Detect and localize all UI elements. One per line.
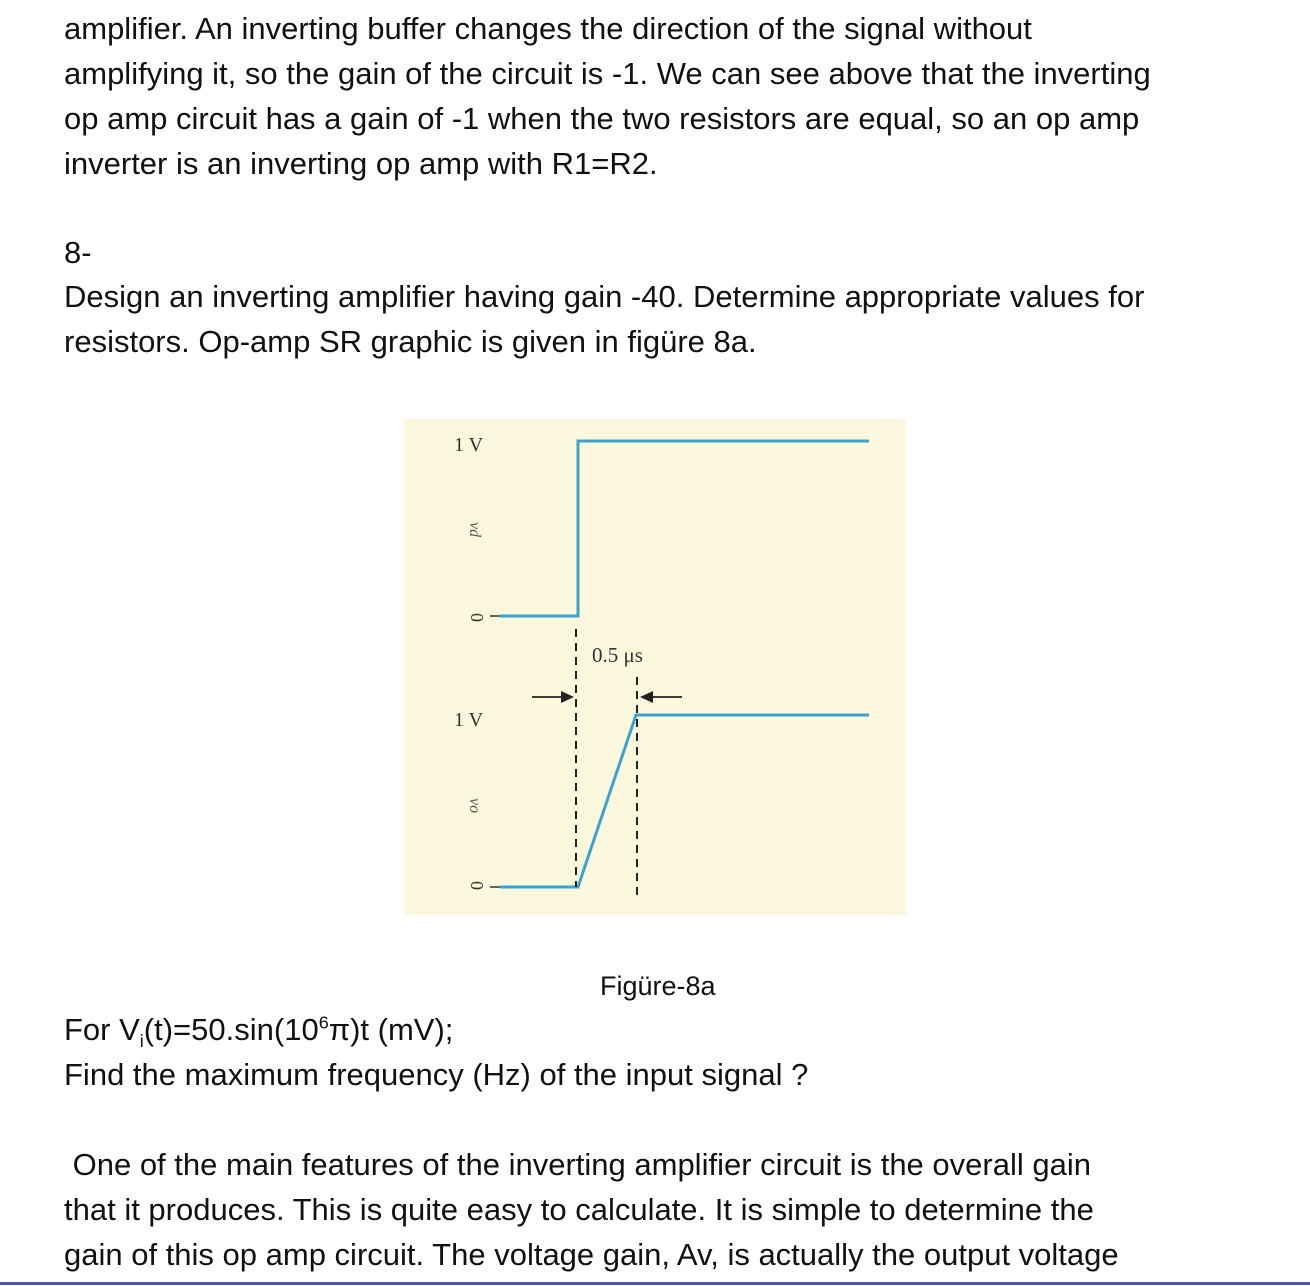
output-zero-label: 0 <box>467 881 487 890</box>
outro-line: One of the main features of the inverting amplifier circuit is the overall gain <box>64 1147 1091 1182</box>
input-level-label: 1 V <box>454 434 484 456</box>
output-ramp-trace <box>500 715 869 887</box>
task-line-1 <box>64 1007 453 1052</box>
right-arrow-icon <box>640 691 653 703</box>
task-superscript: 6 <box>318 1012 329 1033</box>
input-step-trace <box>500 441 869 616</box>
input-zero-label: 0 <box>467 613 487 622</box>
slew-rate-figure <box>404 419 906 915</box>
task-subscript: i <box>139 1031 144 1052</box>
task-line-2: Find the maximum frequency (Hz) of the input signal ? <box>64 1057 809 1092</box>
question-line: Design an inverting amplifier having gain -40. Determine appropriate values for <box>64 279 1145 314</box>
task-prefix: For V <box>64 1012 140 1047</box>
input-signal-label: vd <box>466 522 483 538</box>
slew-rate-graph <box>404 419 906 915</box>
task-suffix: π)t (mV); <box>328 1012 454 1047</box>
outro-line: that it produces. This is quite easy to calculate. It is simple to determine the <box>64 1192 1094 1227</box>
intro-line: amplifying it, so the gain of the circuit is -1. We can see above that the inverting <box>64 56 1151 91</box>
figure-caption: Figüre-8a <box>600 971 716 1001</box>
intro-line: amplifier. An inverting buffer changes the direction of the signal without <box>64 11 1032 46</box>
question-line: resistors. Op-amp SR graphic is given in figüre 8a. <box>64 324 757 359</box>
outro-paragraph <box>64 1142 1264 1277</box>
task-formula: (t)=50.sin(10 <box>143 1012 319 1047</box>
left-arrow-icon <box>561 691 574 703</box>
question-text <box>64 274 1264 364</box>
question-number: 8- <box>64 235 92 270</box>
outro-line: gain of this op amp circuit. The voltage gain, Av, is actually the output voltage <box>64 1237 1119 1272</box>
intro-line: op amp circuit has a gain of -1 when the two resistors are equal, so an op amp <box>64 101 1140 136</box>
output-signal-label: vo <box>466 798 483 814</box>
output-level-label: 1 V <box>454 709 484 731</box>
intro-paragraph <box>64 6 1264 186</box>
intro-line: inverter is an inverting op amp with R1=R2. <box>64 146 658 181</box>
rise-time-label: 0.5 μs <box>592 643 643 667</box>
page-bottom-rule <box>0 1282 1310 1285</box>
